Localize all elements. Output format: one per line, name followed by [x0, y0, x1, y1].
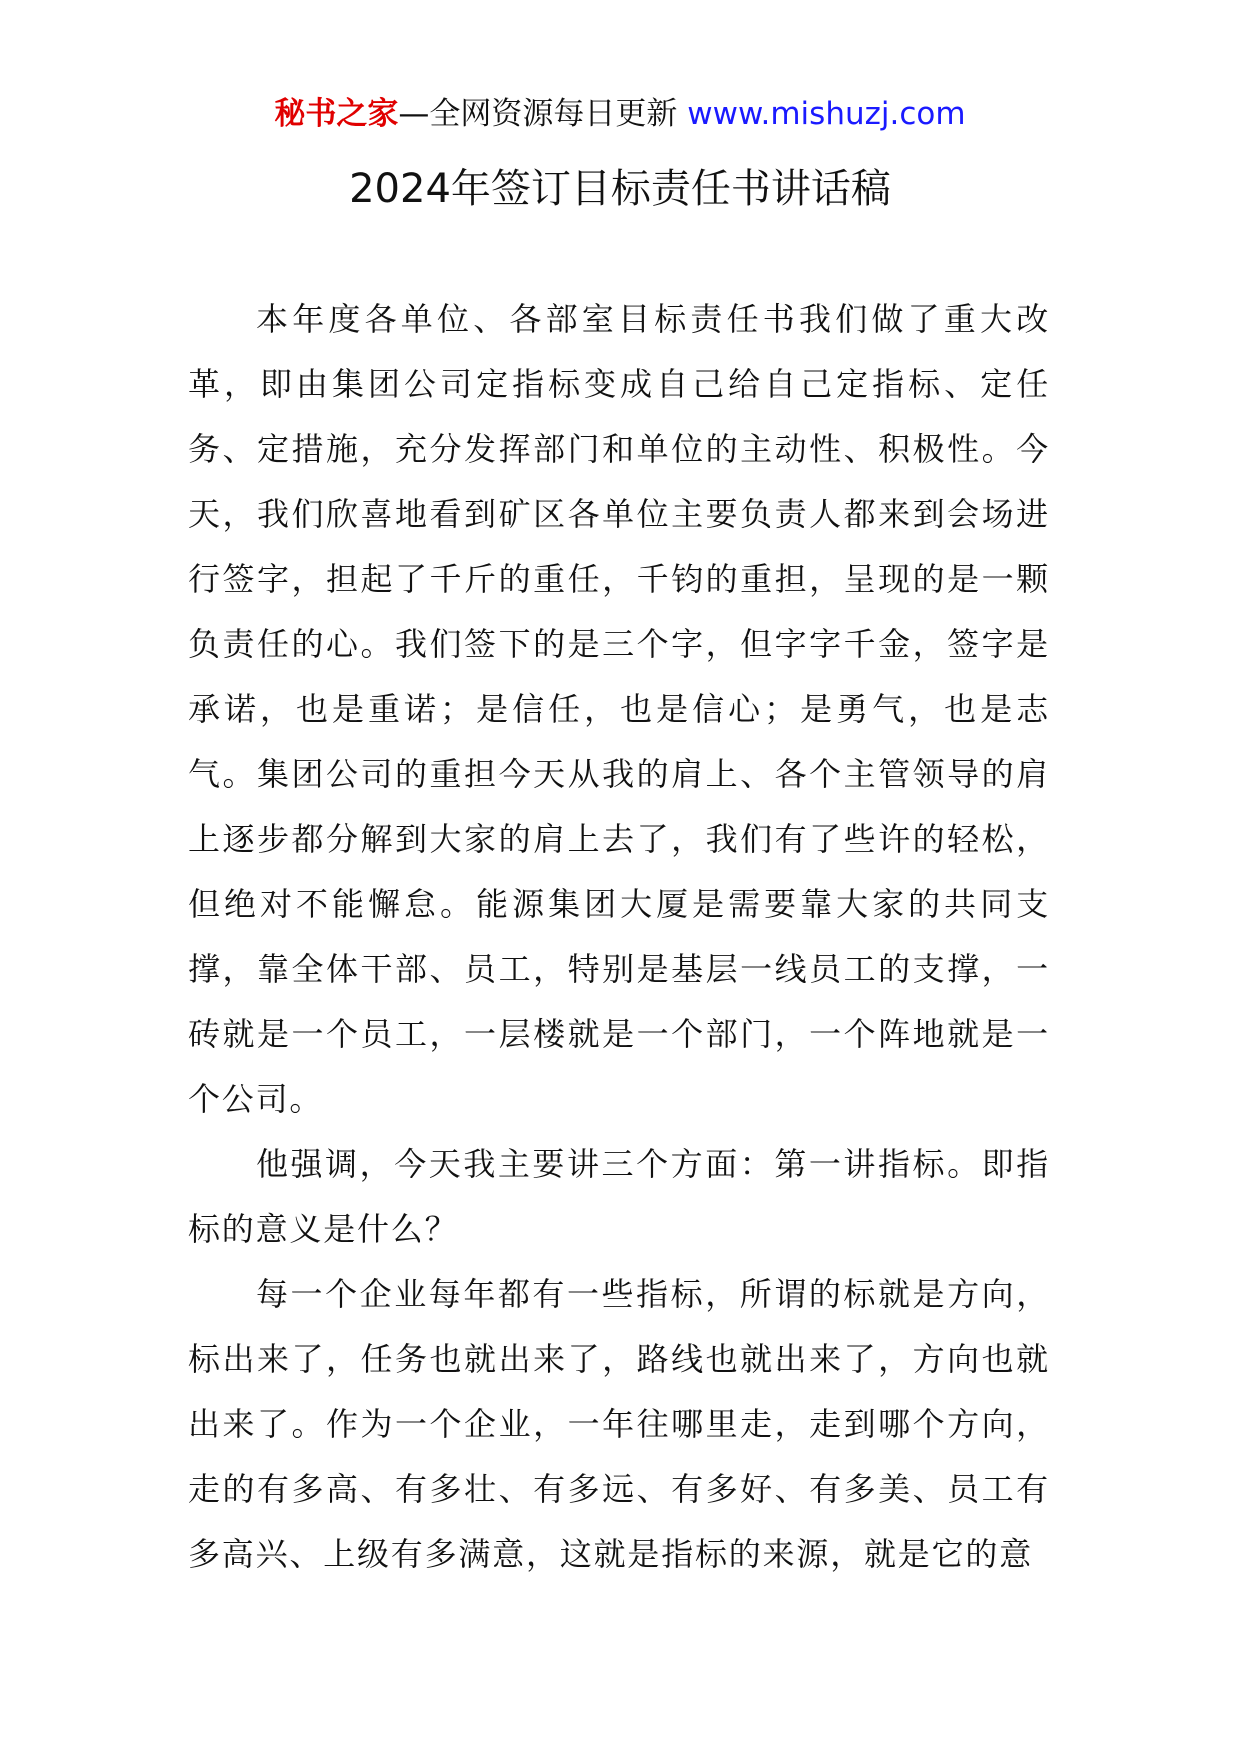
site-header — [0, 94, 1240, 134]
document-title: 2024年签订目标责任书讲话稿 — [349, 166, 891, 212]
brand-name: 秘书之家 — [274, 96, 399, 132]
header-slogan: —全网资源每日更新 — [398, 96, 688, 132]
site-url-link[interactable]: www.mishuzj.com — [687, 96, 966, 132]
paragraph: 本年度各单位、各部室目标责任书我们做了重大改革，即由集团公司定指标变成自己给自己定指标、定任务、定措施，充分发挥部门和单位的主动性、积极性。今天，我们欣喜地看到矿区各单位主要负责人都来到会场进行签字，担起了千斤的重任，千钧的重担，呈现的是一颗负责任的心。我们签下的是三个字，但字字千金，签字是承诺，也是重诺；是信任，也是信心；是勇气，也是志气。集团公司的重担今天从我的肩上、各个主管领导的肩上逐步都分解到大家的肩上去了，我们有了些许的轻松，但绝对不能懈怠。能源集团大厦是需要靠大家的共同支撑，靠全体干部、员工，特别是基层一线员工的支撑，一砖就是一个员工，一层楼就是一个部门，一个阵地就是一个公司。 — [188, 300, 1050, 1118]
paragraph: 他强调，今天我主要讲三个方面：第一讲指标。即指标的意义是什么？ — [188, 1145, 1050, 1248]
document-body — [188, 287, 1050, 1587]
paragraph: 每一个企业每年都有一些指标，所谓的标就是方向，标出来了，任务也就出来了，路线也就出来了，方向也就出来了。作为一个企业，一年往哪里走，走到哪个方向，走的有多高、有多壮、有多远、有多好、有多美、员工有多高兴、上级有多满意，这就是指标的来源，就是它的意 — [188, 1275, 1050, 1573]
